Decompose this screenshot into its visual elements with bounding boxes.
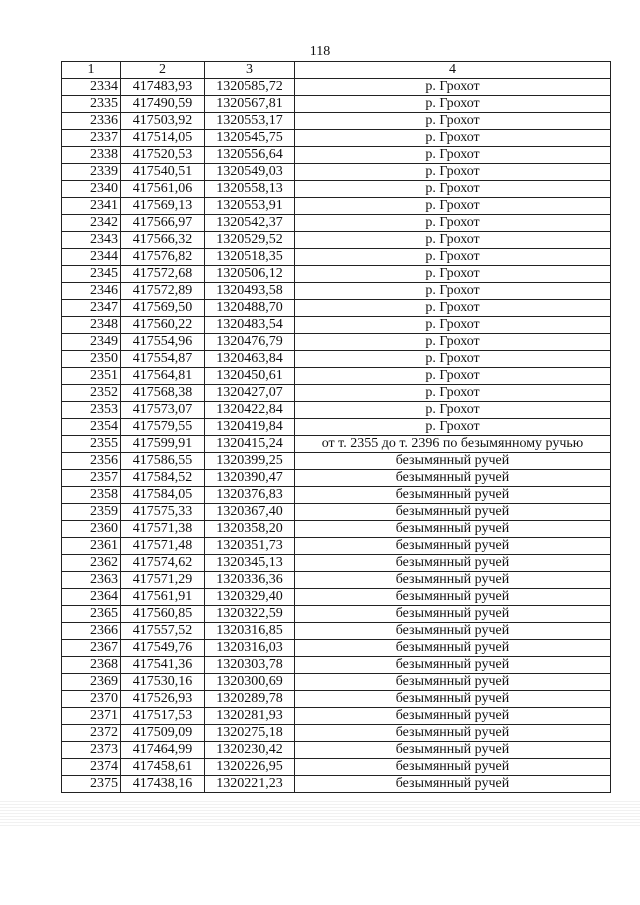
description-cell: безымянный ручей: [295, 504, 611, 521]
y-coordinate-cell: 1320226,95: [205, 759, 295, 776]
x-coordinate-cell: 417584,05: [121, 487, 205, 504]
coordinates-table: [61, 61, 611, 793]
point-number-cell: 2335: [62, 96, 121, 113]
table-row: [62, 300, 611, 317]
x-coordinate-cell: 417458,61: [121, 759, 205, 776]
point-number-cell: 2339: [62, 164, 121, 181]
x-coordinate-cell: 417438,16: [121, 776, 205, 793]
y-coordinate-cell: 1320493,58: [205, 283, 295, 300]
point-number-cell: 2345: [62, 266, 121, 283]
x-coordinate-cell: 417554,87: [121, 351, 205, 368]
y-coordinate-cell: 1320506,12: [205, 266, 295, 283]
y-coordinate-cell: 1320322,59: [205, 606, 295, 623]
table-row: [62, 436, 611, 453]
x-coordinate-cell: 417549,76: [121, 640, 205, 657]
point-number-cell: 2355: [62, 436, 121, 453]
description-cell: р. Грохот: [295, 79, 611, 96]
table-row: [62, 96, 611, 113]
table-row: [62, 691, 611, 708]
point-number-cell: 2372: [62, 725, 121, 742]
point-number-cell: 2369: [62, 674, 121, 691]
point-number-cell: 2342: [62, 215, 121, 232]
y-coordinate-cell: 1320358,20: [205, 521, 295, 538]
x-coordinate-cell: 417560,85: [121, 606, 205, 623]
table-row: [62, 708, 611, 725]
y-coordinate-cell: 1320221,23: [205, 776, 295, 793]
table-row: [62, 572, 611, 589]
description-cell: р. Грохот: [295, 96, 611, 113]
x-coordinate-cell: 417584,52: [121, 470, 205, 487]
table-row: [62, 725, 611, 742]
point-number-cell: 2352: [62, 385, 121, 402]
table-body: [62, 79, 611, 793]
table-row: [62, 419, 611, 436]
description-cell: р. Грохот: [295, 334, 611, 351]
point-number-cell: 2337: [62, 130, 121, 147]
description-cell: безымянный ручей: [295, 623, 611, 640]
y-coordinate-cell: 1320549,03: [205, 164, 295, 181]
point-number-cell: 2353: [62, 402, 121, 419]
table-header-row: [62, 62, 611, 79]
description-cell: р. Грохот: [295, 181, 611, 198]
y-coordinate-cell: 1320476,79: [205, 334, 295, 351]
table-row: [62, 368, 611, 385]
point-number-cell: 2373: [62, 742, 121, 759]
point-number-cell: 2338: [62, 147, 121, 164]
table-row: [62, 334, 611, 351]
table-row: [62, 521, 611, 538]
description-cell: р. Грохот: [295, 215, 611, 232]
table-row: [62, 249, 611, 266]
point-number-cell: 2334: [62, 79, 121, 96]
y-coordinate-cell: 1320553,17: [205, 113, 295, 130]
table-row: [62, 606, 611, 623]
y-coordinate-cell: 1320518,35: [205, 249, 295, 266]
y-coordinate-cell: 1320567,81: [205, 96, 295, 113]
point-number-cell: 2348: [62, 317, 121, 334]
point-number-cell: 2349: [62, 334, 121, 351]
y-coordinate-cell: 1320336,36: [205, 572, 295, 589]
table-row: [62, 657, 611, 674]
description-cell: р. Грохот: [295, 130, 611, 147]
page-number: 118: [309, 44, 331, 59]
header-col-3: 3: [205, 62, 295, 79]
point-number-cell: 2336: [62, 113, 121, 130]
x-coordinate-cell: 417579,55: [121, 419, 205, 436]
x-coordinate-cell: 417569,13: [121, 198, 205, 215]
point-number-cell: 2368: [62, 657, 121, 674]
y-coordinate-cell: 1320303,78: [205, 657, 295, 674]
x-coordinate-cell: 417530,16: [121, 674, 205, 691]
x-coordinate-cell: 417566,32: [121, 232, 205, 249]
table-row: [62, 504, 611, 521]
header-col-4: 4: [295, 62, 611, 79]
point-number-cell: 2344: [62, 249, 121, 266]
y-coordinate-cell: 1320281,93: [205, 708, 295, 725]
y-coordinate-cell: 1320300,69: [205, 674, 295, 691]
table-row: [62, 674, 611, 691]
description-cell: безымянный ручей: [295, 640, 611, 657]
point-number-cell: 2362: [62, 555, 121, 572]
x-coordinate-cell: 417520,53: [121, 147, 205, 164]
description-cell: безымянный ручей: [295, 759, 611, 776]
x-coordinate-cell: 417514,05: [121, 130, 205, 147]
description-cell: безымянный ручей: [295, 725, 611, 742]
y-coordinate-cell: 1320376,83: [205, 487, 295, 504]
y-coordinate-cell: 1320345,13: [205, 555, 295, 572]
x-coordinate-cell: 417554,96: [121, 334, 205, 351]
description-cell: безымянный ручей: [295, 657, 611, 674]
description-cell: р. Грохот: [295, 283, 611, 300]
table-row: [62, 402, 611, 419]
x-coordinate-cell: 417568,38: [121, 385, 205, 402]
scan-artifact-band: [0, 800, 640, 826]
description-cell: безымянный ручей: [295, 453, 611, 470]
table-row: [62, 623, 611, 640]
description-cell: р. Грохот: [295, 300, 611, 317]
point-number-cell: 2374: [62, 759, 121, 776]
y-coordinate-cell: 1320483,54: [205, 317, 295, 334]
description-cell: р. Грохот: [295, 266, 611, 283]
table-row: [62, 742, 611, 759]
x-coordinate-cell: 417571,29: [121, 572, 205, 589]
point-number-cell: 2375: [62, 776, 121, 793]
table-row: [62, 130, 611, 147]
description-cell: безымянный ручей: [295, 572, 611, 589]
y-coordinate-cell: 1320558,13: [205, 181, 295, 198]
x-coordinate-cell: 417572,68: [121, 266, 205, 283]
point-number-cell: 2340: [62, 181, 121, 198]
point-number-cell: 2351: [62, 368, 121, 385]
y-coordinate-cell: 1320316,03: [205, 640, 295, 657]
y-coordinate-cell: 1320316,85: [205, 623, 295, 640]
x-coordinate-cell: 417483,93: [121, 79, 205, 96]
description-cell: безымянный ручей: [295, 691, 611, 708]
y-coordinate-cell: 1320529,52: [205, 232, 295, 249]
y-coordinate-cell: 1320289,78: [205, 691, 295, 708]
point-number-cell: 2357: [62, 470, 121, 487]
y-coordinate-cell: 1320329,40: [205, 589, 295, 606]
description-cell: р. Грохот: [295, 249, 611, 266]
description-cell: р. Грохот: [295, 113, 611, 130]
description-cell: р. Грохот: [295, 351, 611, 368]
header-col-1: 1: [62, 62, 121, 79]
description-cell: безымянный ручей: [295, 606, 611, 623]
point-number-cell: 2370: [62, 691, 121, 708]
y-coordinate-cell: 1320415,24: [205, 436, 295, 453]
description-cell: р. Грохот: [295, 317, 611, 334]
point-number-cell: 2371: [62, 708, 121, 725]
table-row: [62, 266, 611, 283]
x-coordinate-cell: 417575,33: [121, 504, 205, 521]
x-coordinate-cell: 417517,53: [121, 708, 205, 725]
point-number-cell: 2367: [62, 640, 121, 657]
x-coordinate-cell: 417464,99: [121, 742, 205, 759]
x-coordinate-cell: 417561,06: [121, 181, 205, 198]
y-coordinate-cell: 1320542,37: [205, 215, 295, 232]
y-coordinate-cell: 1320450,61: [205, 368, 295, 385]
point-number-cell: 2363: [62, 572, 121, 589]
point-number-cell: 2341: [62, 198, 121, 215]
x-coordinate-cell: 417573,07: [121, 402, 205, 419]
y-coordinate-cell: 1320351,73: [205, 538, 295, 555]
point-number-cell: 2346: [62, 283, 121, 300]
x-coordinate-cell: 417561,91: [121, 589, 205, 606]
x-coordinate-cell: 417586,55: [121, 453, 205, 470]
x-coordinate-cell: 417574,62: [121, 555, 205, 572]
y-coordinate-cell: 1320390,47: [205, 470, 295, 487]
description-cell: р. Грохот: [295, 198, 611, 215]
table-row: [62, 317, 611, 334]
point-number-cell: 2358: [62, 487, 121, 504]
table-row: [62, 147, 611, 164]
x-coordinate-cell: 417576,82: [121, 249, 205, 266]
description-cell: безымянный ручей: [295, 487, 611, 504]
description-cell: безымянный ручей: [295, 674, 611, 691]
point-number-cell: 2365: [62, 606, 121, 623]
y-coordinate-cell: 1320275,18: [205, 725, 295, 742]
table-row: [62, 232, 611, 249]
y-coordinate-cell: 1320556,64: [205, 147, 295, 164]
table-row: [62, 283, 611, 300]
y-coordinate-cell: 1320399,25: [205, 453, 295, 470]
table-row: [62, 453, 611, 470]
table-row: [62, 198, 611, 215]
x-coordinate-cell: 417557,52: [121, 623, 205, 640]
description-cell: безымянный ручей: [295, 742, 611, 759]
description-cell: безымянный ручей: [295, 470, 611, 487]
y-coordinate-cell: 1320230,42: [205, 742, 295, 759]
point-number-cell: 2356: [62, 453, 121, 470]
x-coordinate-cell: 417503,92: [121, 113, 205, 130]
description-cell: безымянный ручей: [295, 521, 611, 538]
point-number-cell: 2350: [62, 351, 121, 368]
x-coordinate-cell: 417572,89: [121, 283, 205, 300]
description-cell: р. Грохот: [295, 368, 611, 385]
x-coordinate-cell: 417541,36: [121, 657, 205, 674]
table-row: [62, 470, 611, 487]
table-row: [62, 351, 611, 368]
description-cell: от т. 2355 до т. 2396 по безымянному ручью: [295, 436, 611, 453]
table-row: [62, 79, 611, 96]
y-coordinate-cell: 1320367,40: [205, 504, 295, 521]
x-coordinate-cell: 417490,59: [121, 96, 205, 113]
x-coordinate-cell: 417540,51: [121, 164, 205, 181]
table-row: [62, 555, 611, 572]
table-row: [62, 385, 611, 402]
table-row: [62, 215, 611, 232]
x-coordinate-cell: 417571,38: [121, 521, 205, 538]
x-coordinate-cell: 417564,81: [121, 368, 205, 385]
description-cell: безымянный ручей: [295, 589, 611, 606]
y-coordinate-cell: 1320419,84: [205, 419, 295, 436]
point-number-cell: 2361: [62, 538, 121, 555]
x-coordinate-cell: 417569,50: [121, 300, 205, 317]
point-number-cell: 2354: [62, 419, 121, 436]
description-cell: безымянный ручей: [295, 776, 611, 793]
description-cell: р. Грохот: [295, 419, 611, 436]
table-row: [62, 113, 611, 130]
description-cell: р. Грохот: [295, 402, 611, 419]
x-coordinate-cell: 417560,22: [121, 317, 205, 334]
table-row: [62, 589, 611, 606]
y-coordinate-cell: 1320545,75: [205, 130, 295, 147]
y-coordinate-cell: 1320553,91: [205, 198, 295, 215]
description-cell: безымянный ручей: [295, 708, 611, 725]
point-number-cell: 2366: [62, 623, 121, 640]
description-cell: р. Грохот: [295, 147, 611, 164]
y-coordinate-cell: 1320585,72: [205, 79, 295, 96]
x-coordinate-cell: 417566,97: [121, 215, 205, 232]
y-coordinate-cell: 1320488,70: [205, 300, 295, 317]
x-coordinate-cell: 417509,09: [121, 725, 205, 742]
y-coordinate-cell: 1320463,84: [205, 351, 295, 368]
y-coordinate-cell: 1320427,07: [205, 385, 295, 402]
description-cell: р. Грохот: [295, 164, 611, 181]
point-number-cell: 2359: [62, 504, 121, 521]
point-number-cell: 2347: [62, 300, 121, 317]
description-cell: безымянный ручей: [295, 555, 611, 572]
table-row: [62, 776, 611, 793]
point-number-cell: 2364: [62, 589, 121, 606]
y-coordinate-cell: 1320422,84: [205, 402, 295, 419]
table-row: [62, 487, 611, 504]
table-row: [62, 164, 611, 181]
table-row: [62, 640, 611, 657]
point-number-cell: 2360: [62, 521, 121, 538]
table-row: [62, 759, 611, 776]
point-number-cell: 2343: [62, 232, 121, 249]
table-row: [62, 538, 611, 555]
description-cell: безымянный ручей: [295, 538, 611, 555]
x-coordinate-cell: 417571,48: [121, 538, 205, 555]
table-row: [62, 181, 611, 198]
x-coordinate-cell: 417599,91: [121, 436, 205, 453]
description-cell: р. Грохот: [295, 385, 611, 402]
x-coordinate-cell: 417526,93: [121, 691, 205, 708]
description-cell: р. Грохот: [295, 232, 611, 249]
header-col-2: 2: [121, 62, 205, 79]
